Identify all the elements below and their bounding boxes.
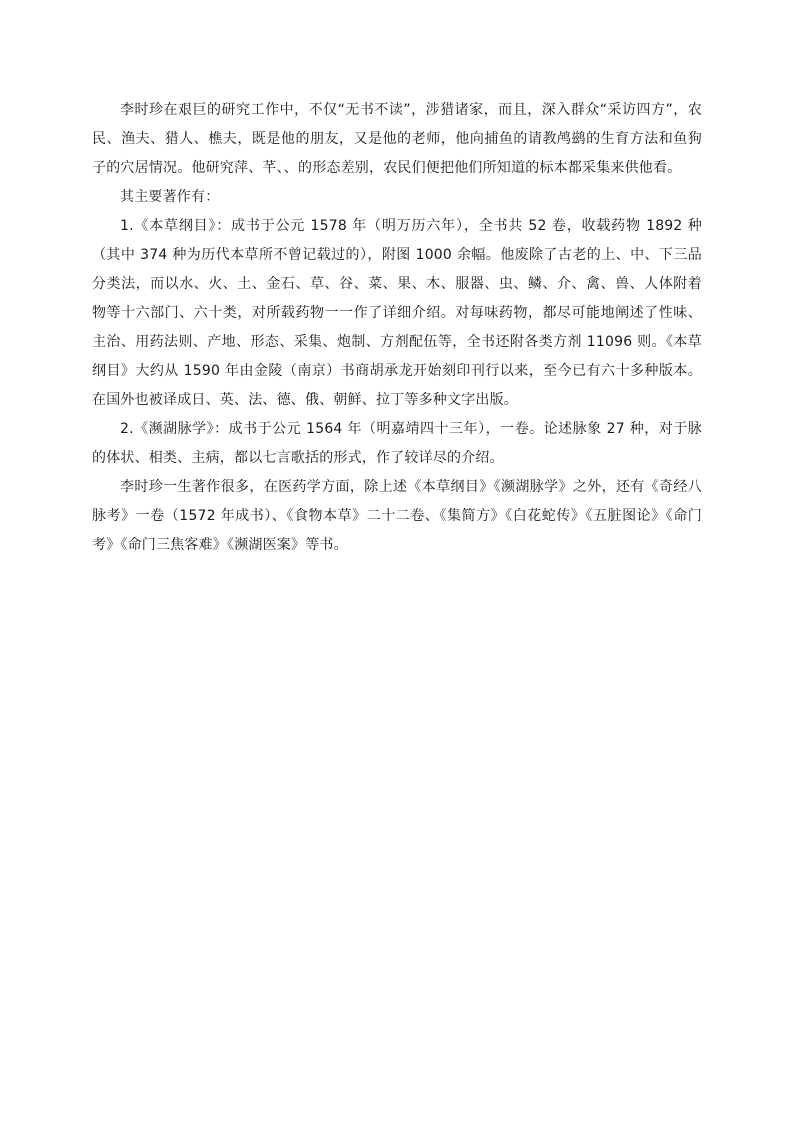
paragraph-other-works: 李时珍一生著作很多，在医药学方面，除上述《本草纲目》《濒湖脉学》之外，还有《奇经八脉考》一卷（1572 年成书）、《食物本草》二十二卷、《集简方》《白花蛇传》《五脏图论》《命门考》《命门三焦客难》《濒湖医案》等书。 (92, 479, 702, 553)
paragraph-bencao-gangmu: 1.《本草纲目》：成书于公元 1578 年（明万历六年），全书共 52 卷，收载药物 1892 种（其中 374 种为历代本草所不曾记载过的），附图 1000 余幅。他废除了古老的上、中、下三品分类法，而以水、火、土、金石、草、谷、菜、果、木、服器、虫、鳞、介、禽、兽、人体附着物等十六部门、六十类，对所载药物一一作了详细介绍。对每味药物，都尽可能地阐述了性味、主治、用药法则、产地、形态、采集、炮制、方剂配伍等，全书还附各类方剂 11096 则。《本草纲目》大约从 1590 年由金陵（南京）书商胡承龙开始刻印刊行以来，至今已有六十多种版本。在国外也被译成日、英、法、德、俄、朝鲜、拉丁等多种文字出版。 (92, 218, 702, 408)
paragraph-works-intro: 其主要著作有： (120, 189, 220, 205)
paragraph-binhu-maixue: 2.《濒湖脉学》：成书于公元 1564 年（明嘉靖四十三年），一卷。论述脉象 27 种，对于脉的体状、相类、主病，都以七言歌括的形式，作了较详尽的介绍。 (92, 421, 702, 466)
paragraph-fieldwork: 李时珍在艰巨的研究工作中，不仅“无书不读”，涉猎诸家，而且，深入群众“采访四方”，农民、渔夫、猎人、樵夫，既是他的朋友，又是他的老师，他向捕鱼的请教鸬鹚的生育方法和鱼狗子的穴居情况。他研究萍、芊、、的形态差别，农民们便把他们所知道的标本都采集来供他看。 (92, 102, 702, 176)
document-page (92, 96, 702, 560)
